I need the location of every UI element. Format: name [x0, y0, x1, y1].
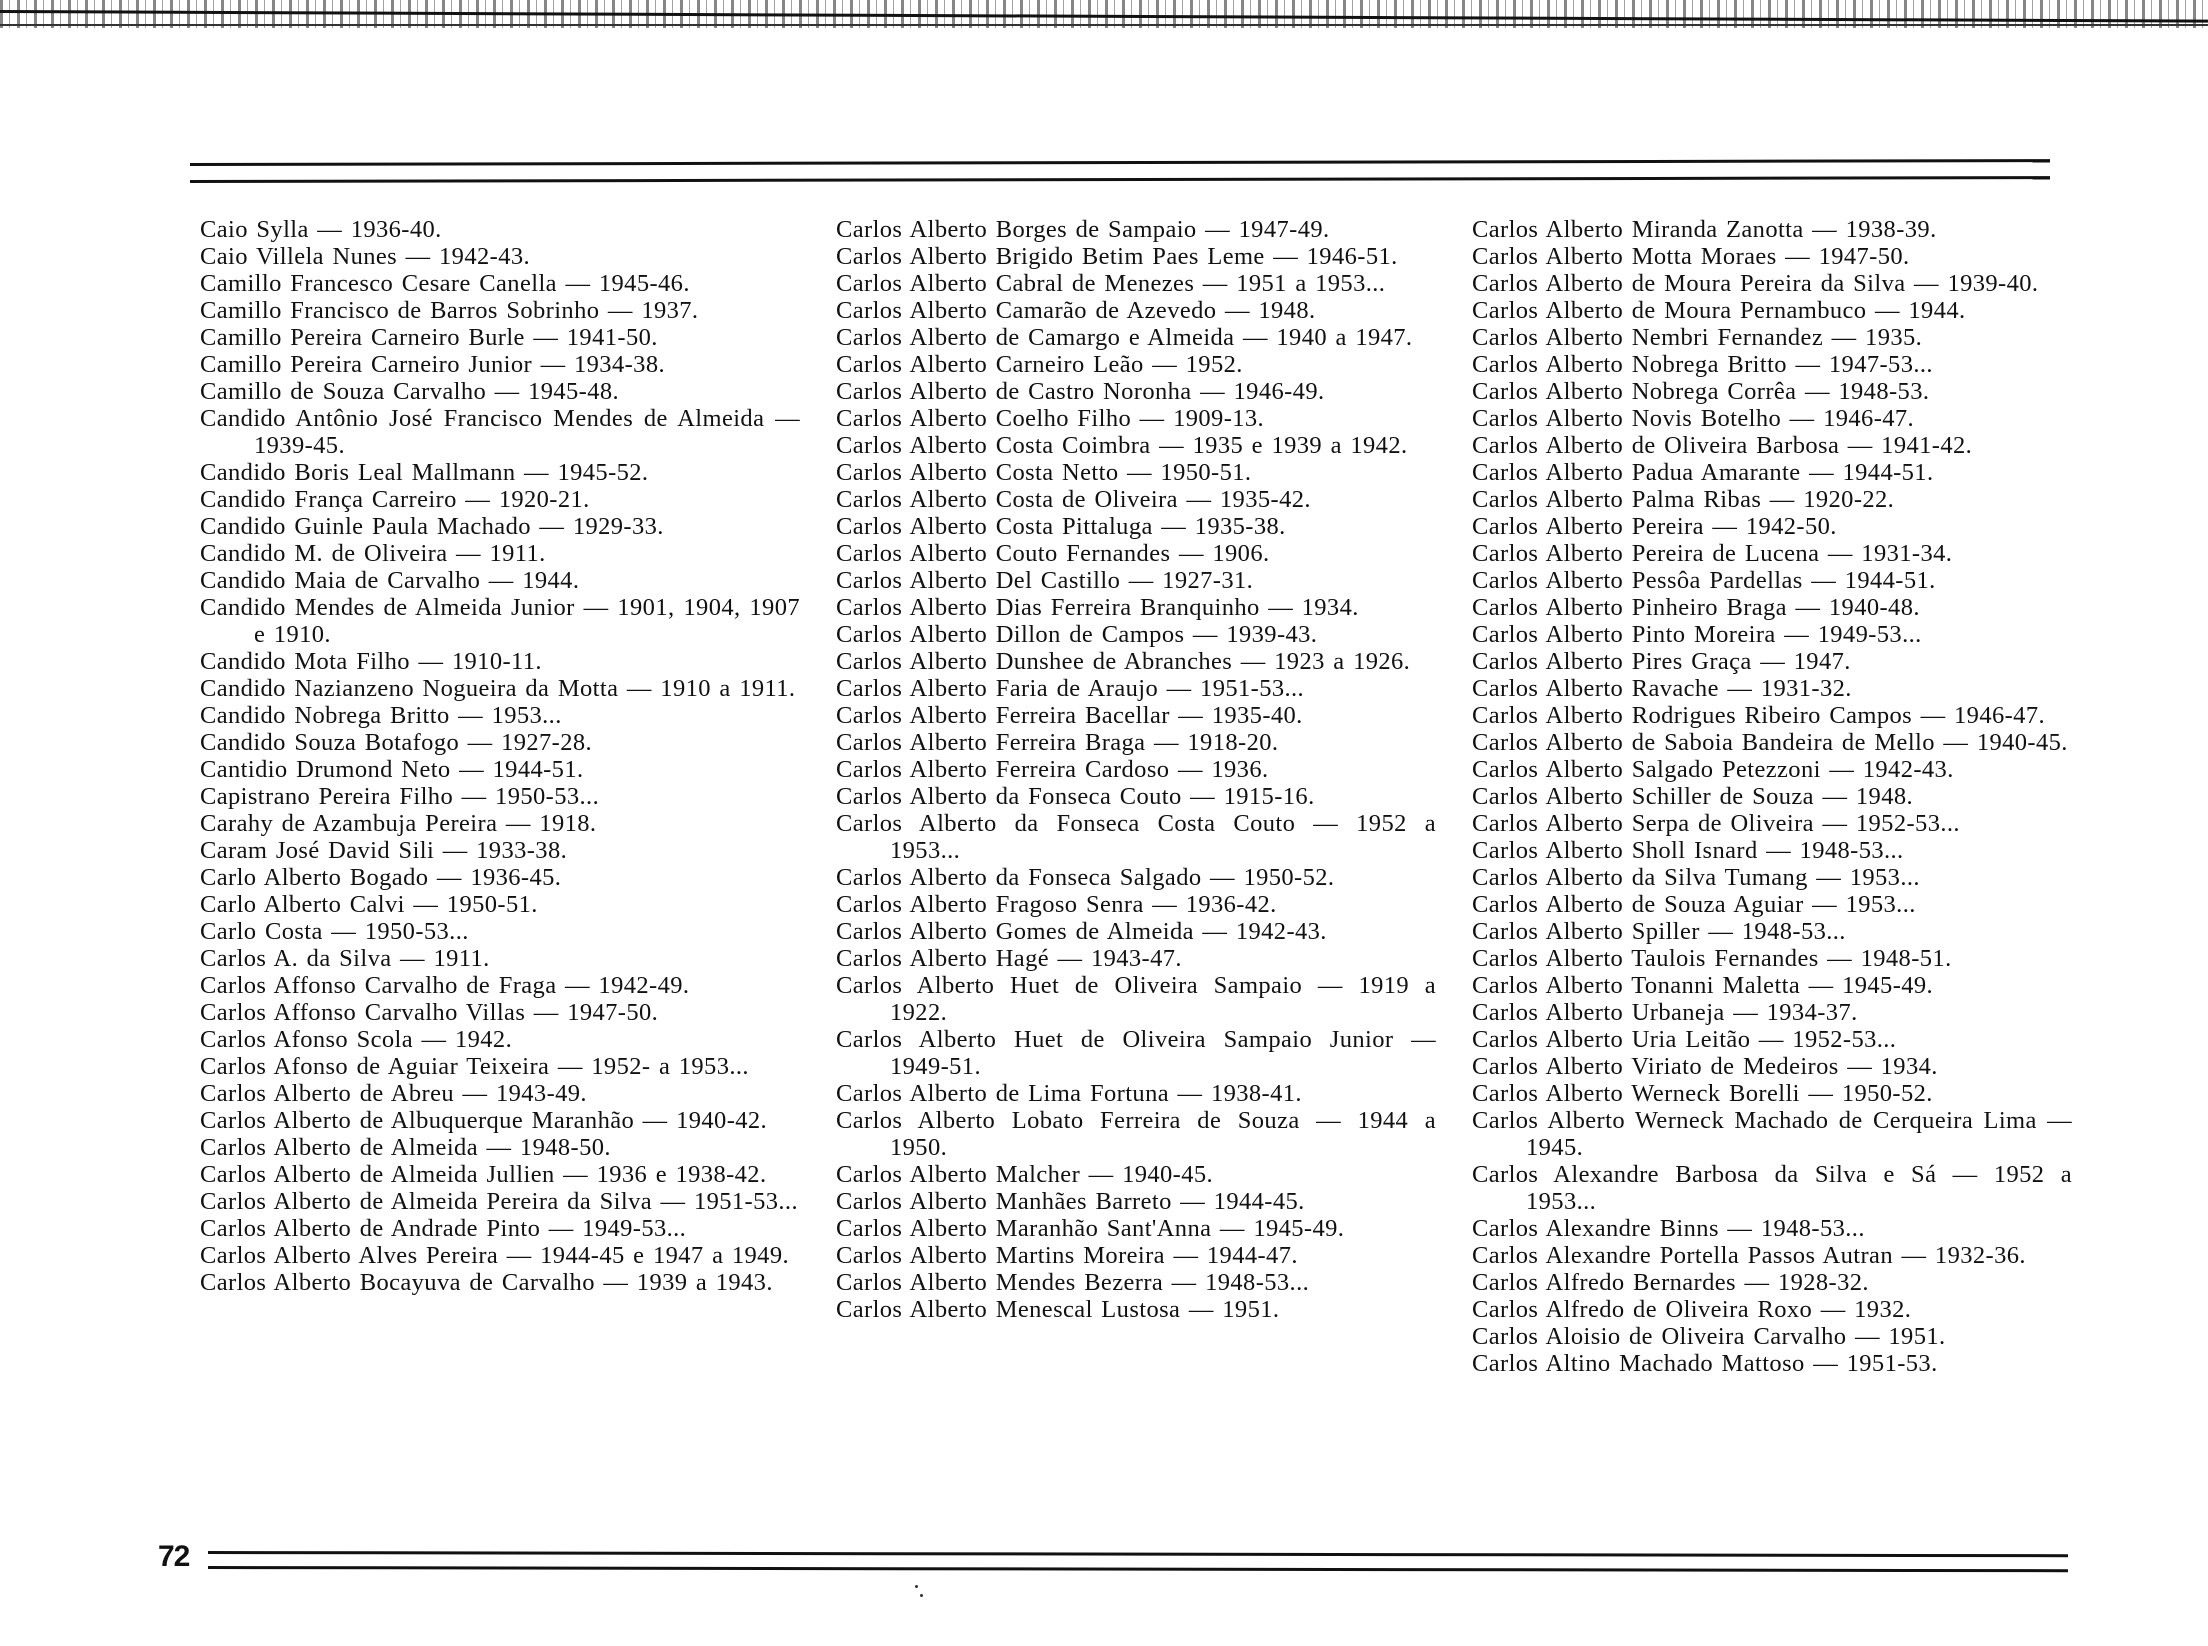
index-entry: Carlos Alberto Lobato Ferreira de Souza — 1944 a 1950. [836, 1107, 1436, 1161]
index-entry: Carlo Alberto Bogado — 1936-45. [200, 864, 562, 891]
index-entry: Carlos Alberto da Silva Tumang — 1953... [1472, 864, 1920, 891]
index-entry: Carlos Alberto Palma Ribas — 1920-22. [1472, 486, 1895, 513]
index-entry: Carlos Alberto Costa de Oliveira — 1935-42. [836, 486, 1311, 513]
index-entry: Carlos Alberto Costa Pittaluga — 1935-38. [836, 513, 1286, 540]
index-entry: Carlos Alberto de Lima Fortuna — 1938-41. [836, 1080, 1302, 1107]
index-entry: Cantidio Drumond Neto — 1944-51. [200, 756, 584, 783]
index-entry: Carlo Alberto Calvi — 1950-51. [200, 891, 538, 918]
index-entry: Camillo Pereira Carneiro Junior — 1934-38. [200, 351, 665, 378]
index-entry: Carlos Alberto Borges de Sampaio — 1947-49. [836, 216, 1330, 243]
header-double-rule-bottom [190, 176, 2050, 183]
index-entry: Carlos Alberto Ferreira Braga — 1918-20. [836, 729, 1279, 756]
index-entry: Camillo Francisco de Barros Sobrinho — 1937. [200, 297, 699, 324]
index-entry: Carlos Alberto Pinheiro Braga — 1940-48. [1472, 594, 1920, 621]
index-entry: Carlos Alberto Ferreira Bacellar — 1935-40. [836, 702, 1303, 729]
index-entry: Carlos Alberto Dillon de Campos — 1939-43. [836, 621, 1318, 648]
footer-double-rule-bottom [208, 1566, 2068, 1572]
index-entry: Carlos Alberto Costa Coimbra — 1935 e 1939 a 1942. [836, 432, 1408, 459]
index-entry: Carlos Alberto de Albuquerque Maranhão — 1940-42. [200, 1107, 768, 1134]
index-entry: Carlos Alberto Brigido Betim Paes Leme — 1946-51. [836, 243, 1398, 270]
index-entry: Carlos Alberto Werneck Machado de Cerqueira Lima — 1945. [1472, 1107, 2072, 1161]
index-entry: Carlos Altino Machado Mattoso — 1951-53. [1472, 1350, 1938, 1377]
index-entry: Carlos Alberto de Abreu — 1943-49. [200, 1080, 587, 1107]
index-entry: Carlo Costa — 1950-53... [200, 918, 469, 945]
index-entry: Carlos Alberto Taulois Fernandes — 1948-51. [1472, 945, 1952, 972]
index-entry: Carlos Affonso Carvalho Villas — 1947-50. [200, 999, 659, 1026]
index-entry: Carlos Alberto Mendes Bezerra — 1948-53... [836, 1269, 1310, 1296]
index-entry: Carlos Alberto Urbaneja — 1934-37. [1472, 999, 1858, 1026]
index-entry: Carlos Alberto Padua Amarante — 1944-51. [1472, 459, 1934, 486]
index-entry: Carlos Alberto Dias Ferreira Branquinho — 1934. [836, 594, 1359, 621]
index-entry: Carlos Alberto Rodrigues Ribeiro Campos — 1946-47. [1472, 702, 2045, 729]
index-entry: Candido Maia de Carvalho — 1944. [200, 567, 580, 594]
index-entry: Carlos Alberto Salgado Petezzoni — 1942-43. [1472, 756, 1954, 783]
index-entry: Carlos Alberto Uria Leitão — 1952-53... [1472, 1026, 1897, 1053]
index-entry: Carlos Alberto de Camargo e Almeida — 1940 a 1947. [836, 324, 1413, 351]
index-entry: Carlos Alberto Pessôa Pardellas — 1944-51. [1472, 567, 1936, 594]
index-entry: Carlos Alberto Miranda Zanotta — 1938-39. [1472, 216, 1937, 243]
index-entry: Carlos Alberto Del Castillo — 1927-31. [836, 567, 1254, 594]
index-entry: Caio Sylla — 1936-40. [200, 216, 442, 243]
index-entry: Carlos Alberto da Fonseca Salgado — 1950-52. [836, 864, 1335, 891]
index-entry: Carlos Alberto de Almeida — 1948-50. [200, 1134, 611, 1161]
index-entry: Carlos Alberto Pires Graça — 1947. [1472, 648, 1851, 675]
index-entry: Caio Villela Nunes — 1942-43. [200, 243, 531, 270]
index-entry: Carlos Alberto Dunshee de Abranches — 1923 a 1926. [836, 648, 1411, 675]
index-entry: Carlos Alexandre Barbosa da Silva e Sá — 1952 a 1953... [1472, 1161, 2072, 1215]
index-entry: Carlos Alberto Pereira de Lucena — 1931-34. [1472, 540, 1953, 567]
index-entry: Carlos Alberto Camarão de Azevedo — 1948. [836, 297, 1316, 324]
index-entry: Carlos Alberto de Andrade Pinto — 1949-53... [200, 1215, 687, 1242]
index-entry: Candido Nobrega Britto — 1953... [200, 702, 562, 729]
index-entry: Carlos Aloisio de Oliveira Carvalho — 1951. [1472, 1323, 1946, 1350]
index-entry: Carlos Alberto Gomes de Almeida — 1942-43. [836, 918, 1327, 945]
index-entry: Candido Mendes de Almeida Junior — 1901, 1904, 1907 e 1910. [200, 594, 800, 648]
index-entry: Carlos Alberto de Moura Pernambuco — 1944. [1472, 297, 1966, 324]
index-entry: Camillo de Souza Carvalho — 1945-48. [200, 378, 620, 405]
index-entry: Carlos Alberto Hagé — 1943-47. [836, 945, 1182, 972]
index-entry: Camillo Francesco Cesare Canella — 1945-46. [200, 270, 690, 297]
index-entry: Carlos Alberto Tonanni Maletta — 1945-49. [1472, 972, 1934, 999]
index-entry: Carlos Alberto Fragoso Senra — 1936-42. [836, 891, 1277, 918]
index-entry: Carlos Alberto Costa Netto — 1950-51. [836, 459, 1252, 486]
index-entry: Candido Antônio José Francisco Mendes de Almeida — 1939-45. [200, 405, 800, 459]
index-entry: Candido Souza Botafogo — 1927-28. [200, 729, 593, 756]
index-entry: Carahy de Azambuja Pereira — 1918. [200, 810, 597, 837]
index-entry: Carlos Alberto de Almeida Jullien — 1936 e 1938-42. [200, 1161, 767, 1188]
index-entry: Carlos Alberto Faria de Araujo — 1951-53... [836, 675, 1305, 702]
index-entry: Candido França Carreiro — 1920-21. [200, 486, 590, 513]
index-entry: Carlos Alexandre Portella Passos Autran — 1932-36. [1472, 1242, 2026, 1269]
column-2 [836, 216, 1436, 1323]
index-entry: Carlos Alberto de Souza Aguiar — 1953... [1472, 891, 1916, 918]
index-entry: Candido Guinle Paula Machado — 1929-33. [200, 513, 664, 540]
index-entry: Carlos Alfredo de Oliveira Roxo — 1932. [1472, 1296, 1912, 1323]
index-entry: Carlos Alberto Carneiro Leão — 1952. [836, 351, 1243, 378]
index-entry: Carlos Alfredo Bernardes — 1928-32. [1472, 1269, 1869, 1296]
index-entry: Candido M. de Oliveira — 1911. [200, 540, 546, 567]
index-entry: Carlos Alberto de Almeida Pereira da Silva — 1951-53... [200, 1188, 798, 1215]
index-entry: Carlos A. da Silva — 1911. [200, 945, 490, 972]
index-entry: Carlos Afonso Scola — 1942. [200, 1026, 513, 1053]
index-entry: Carlos Alberto Nobrega Britto — 1947-53... [1472, 351, 1933, 378]
index-entry: Candido Nazianzeno Nogueira da Motta — 1910 a 1911. [200, 675, 796, 702]
scan-artifact-line [0, 24, 2208, 26]
index-entry: Carlos Afonso de Aguiar Teixeira — 1952- a 1953... [200, 1053, 749, 1080]
header-double-rule-top [190, 159, 2050, 166]
index-entry: Carlos Alberto Pinto Moreira — 1949-53... [1472, 621, 1922, 648]
index-entry: Carlos Alberto Manhães Barreto — 1944-45. [836, 1188, 1305, 1215]
index-entry: Carlos Alberto de Castro Noronha — 1946-49. [836, 378, 1325, 405]
index-entry: Camillo Pereira Carneiro Burle — 1941-50. [200, 324, 658, 351]
index-entry: Carlos Alberto da Fonseca Costa Couto — 1952 a 1953... [836, 810, 1436, 864]
index-entry: Carlos Alberto Huet de Oliveira Sampaio — 1919 a 1922. [836, 972, 1436, 1026]
index-entry: Carlos Alberto Menescal Lustosa — 1951. [836, 1296, 1280, 1323]
page-number: 72 [158, 1540, 190, 1573]
index-entry: Carlos Affonso Carvalho de Fraga — 1942-49. [200, 972, 690, 999]
index-entry: Carlos Alberto Werneck Borelli — 1950-52. [1472, 1080, 1933, 1107]
index-entry: Carlos Alberto Coelho Filho — 1909-13. [836, 405, 1265, 432]
index-entry: Carlos Alberto Martins Moreira — 1944-47. [836, 1242, 1298, 1269]
index-entry: Carlos Alberto Bocayuva de Carvalho — 1939 a 1943. [200, 1269, 773, 1296]
index-entry: Carlos Alberto Cabral de Menezes — 1951 a 1953... [836, 270, 1386, 297]
index-entry: Carlos Alberto Schiller de Souza — 1948. [1472, 783, 1914, 810]
index-entry: Candido Mota Filho — 1910-11. [200, 648, 542, 675]
index-entry: Caram José David Sili — 1933-38. [200, 837, 568, 864]
index-entry: Carlos Alberto Spiller — 1948-53... [1472, 918, 1846, 945]
index-entry: Carlos Alberto da Fonseca Couto — 1915-16. [836, 783, 1315, 810]
scan-speck [915, 1585, 918, 1588]
index-entry: Candido Boris Leal Mallmann — 1945-52. [200, 459, 649, 486]
index-entry: Carlos Alberto Novis Botelho — 1946-47. [1472, 405, 1915, 432]
footer-double-rule-top [208, 1551, 2068, 1557]
index-entry: Carlos Alberto de Saboia Bandeira de Mello — 1940-45. [1472, 729, 2068, 756]
index-entry: Carlos Alberto Malcher — 1940-45. [836, 1161, 1214, 1188]
index-entry: Carlos Alberto Ferreira Cardoso — 1936. [836, 756, 1269, 783]
index-entry: Carlos Alberto Sholl Isnard — 1948-53... [1472, 837, 1904, 864]
index-entry: Carlos Alberto Huet de Oliveira Sampaio Junior — 1949-51. [836, 1026, 1436, 1080]
index-entry: Carlos Alberto de Oliveira Barbosa — 1941-42. [1472, 432, 1973, 459]
index-entry: Carlos Alberto Nobrega Corrêa — 1948-53. [1472, 378, 1930, 405]
index-entry: Carlos Alberto Pereira — 1942-50. [1472, 513, 1837, 540]
index-entry: Carlos Alexandre Binns — 1948-53... [1472, 1215, 1865, 1242]
column-3 [1472, 216, 2072, 1377]
scan-speck [920, 1594, 923, 1597]
index-entry: Carlos Alberto Alves Pereira — 1944-45 e 1947 a 1949. [200, 1242, 789, 1269]
index-entry: Carlos Alberto Maranhão Sant'Anna — 1945-49. [836, 1215, 1345, 1242]
index-entry: Carlos Alberto Viriato de Medeiros — 1934. [1472, 1053, 1938, 1080]
index-entry: Carlos Alberto Serpa de Oliveira — 1952-53... [1472, 810, 1960, 837]
index-entry: Capistrano Pereira Filho — 1950-53... [200, 783, 600, 810]
column-1 [200, 216, 800, 1296]
index-entry: Carlos Alberto Ravache — 1931-32. [1472, 675, 1852, 702]
index-entry: Carlos Alberto Nembri Fernandez — 1935. [1472, 324, 1923, 351]
index-entry: Carlos Alberto de Moura Pereira da Silva — 1939-40. [1472, 270, 2039, 297]
index-entry: Carlos Alberto Motta Moraes — 1947-50. [1472, 243, 1910, 270]
index-entry: Carlos Alberto Couto Fernandes — 1906. [836, 540, 1270, 567]
